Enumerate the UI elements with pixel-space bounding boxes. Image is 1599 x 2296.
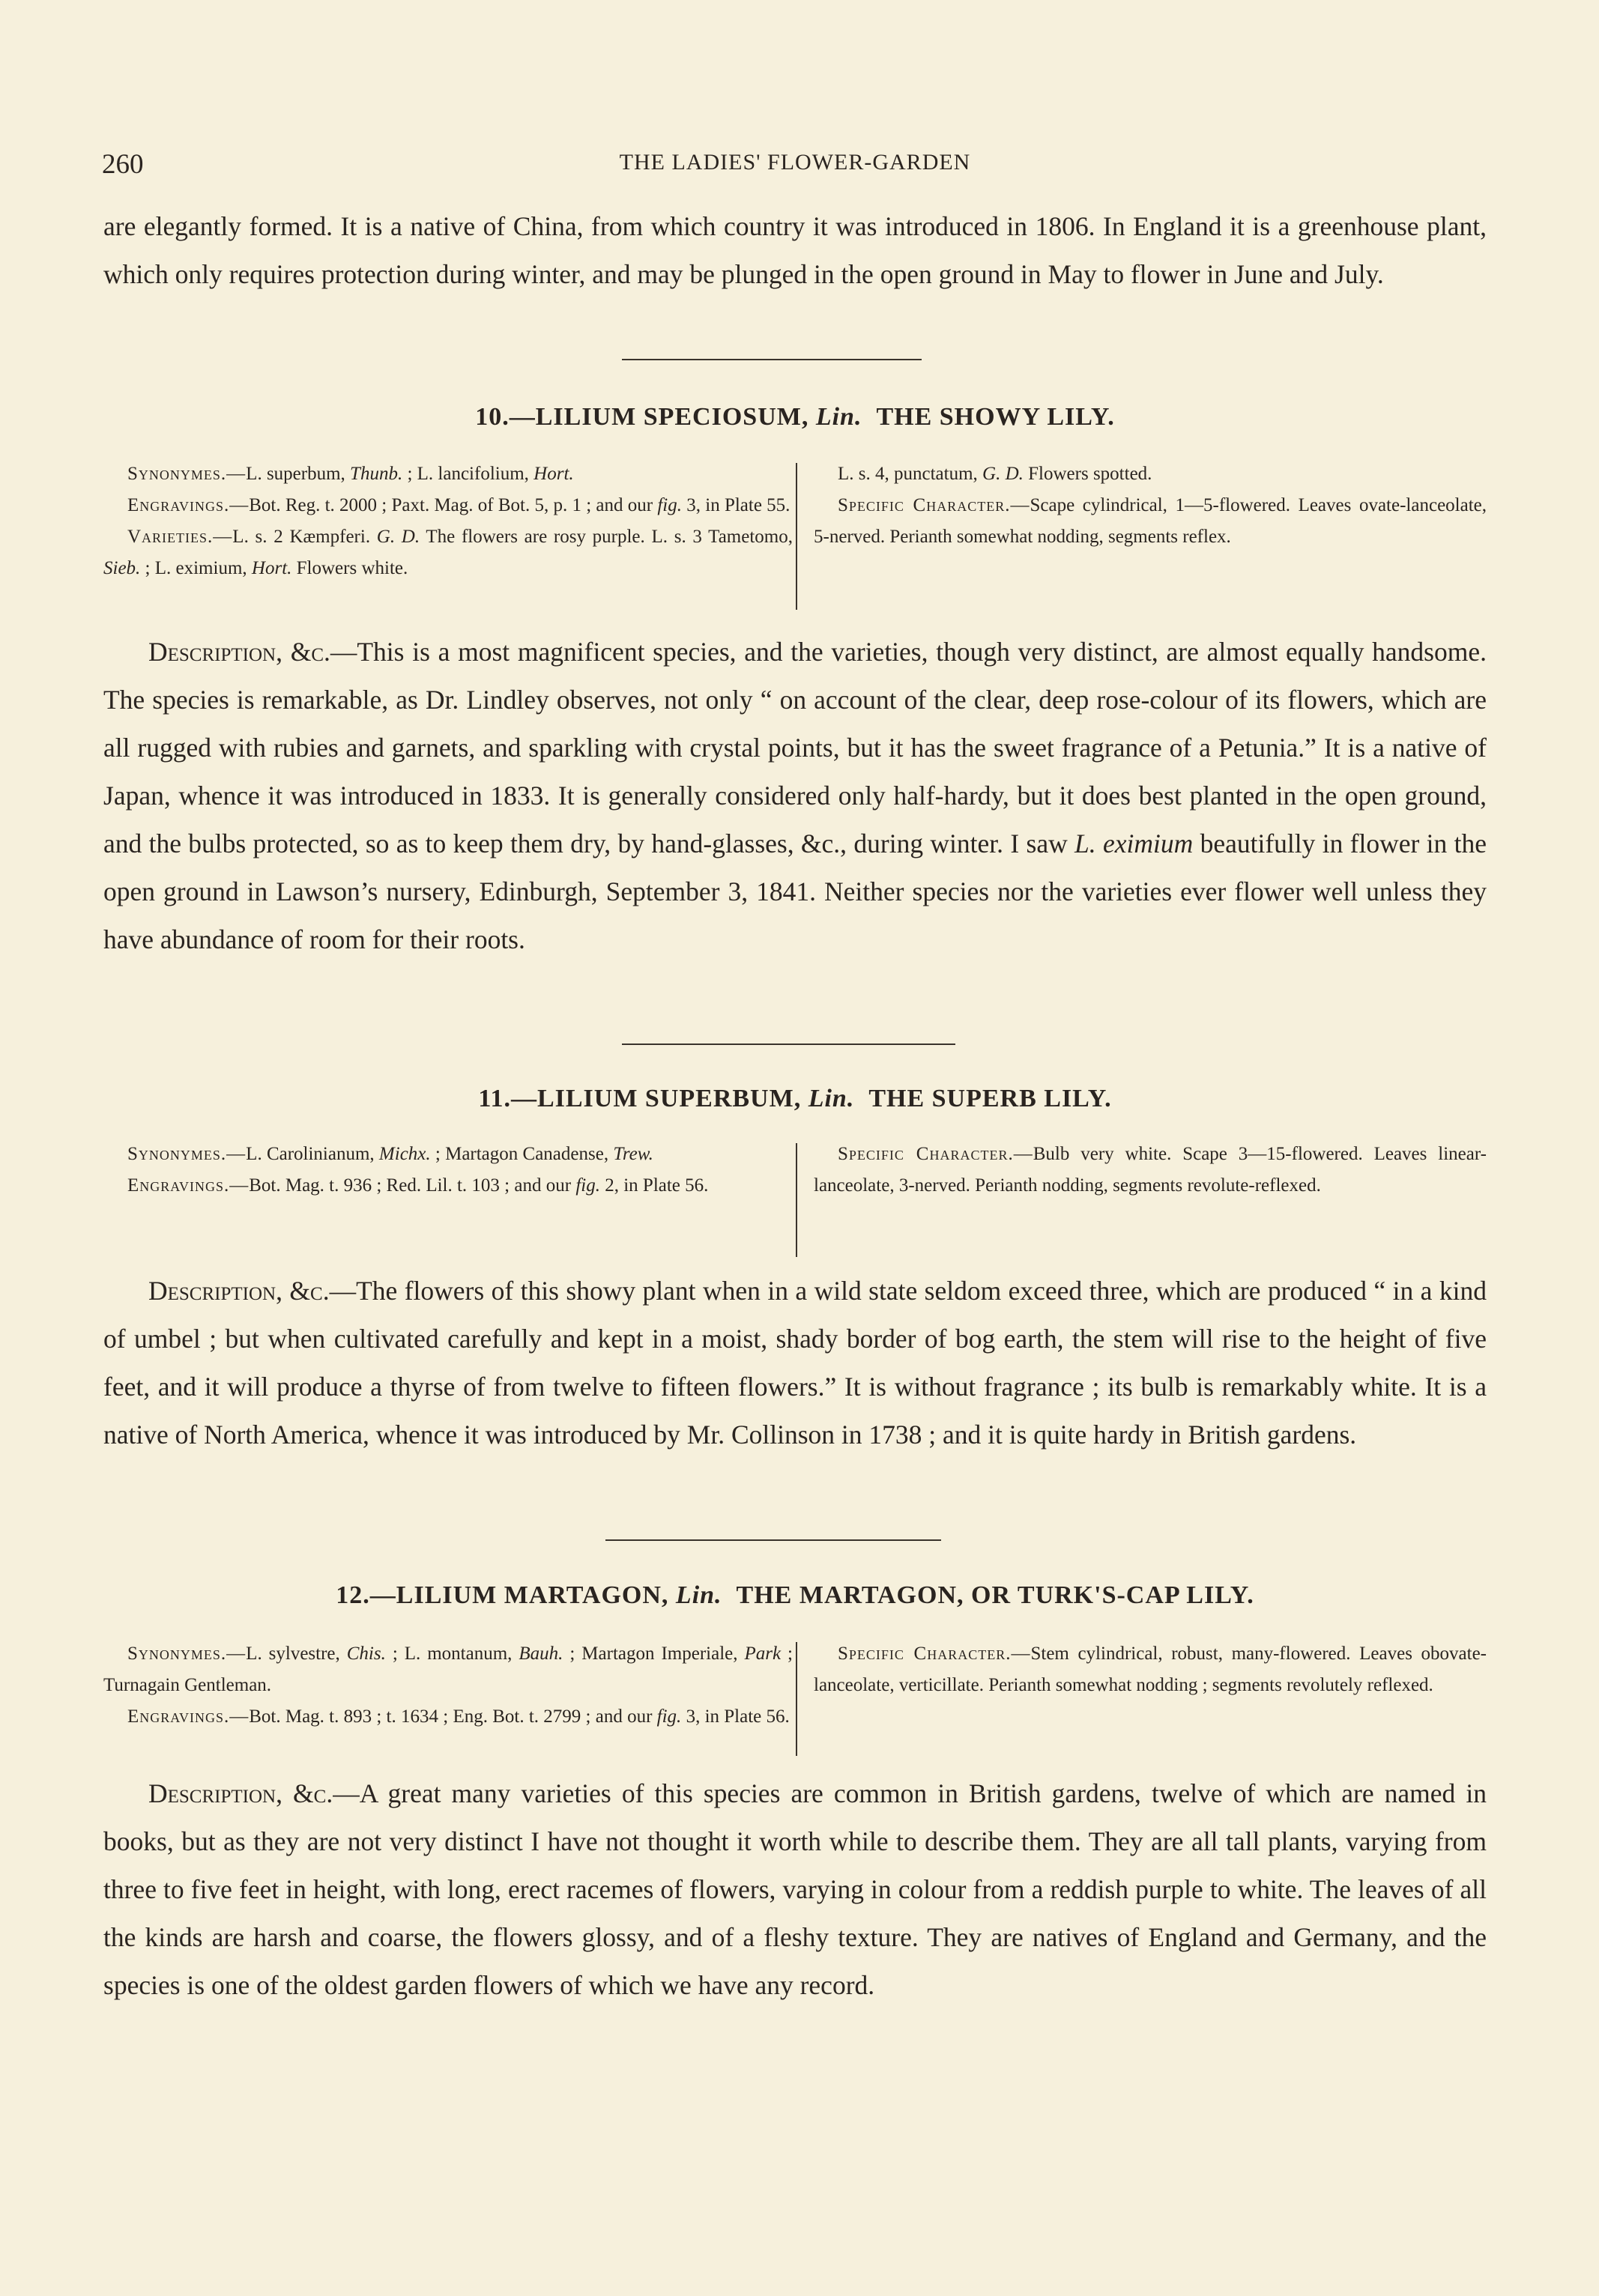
description-paragraph-10: Description, &c.—This is a most magnificent species, and the varieties, though very distinct, are almost equally handsome. The species is remarkable, as Dr. Lindley observes, not only “ on account of the clear, deep rose-colour of its flowers, which are all rugged with rubies and garnets, and sparkling with crystal points, but it has the sweet fragrance of a Petunia.” It is a native of Japan, whence it was introduced in 1833. It is generally considered only half-hardy, but it does best planted in the open ground, and the bulbs protected, so as to keep them dry, by hand-glasses, &c., during winter. I saw L. eximium beautifully in flower in the open ground in Lawson’s nursery, Edinburgh, September 3, 1841. Neither species nor the varieties ever flower well unless they have abundance of room for their roots. — [103, 637, 1487, 954]
specific-character-block-12 — [814, 1638, 1487, 1701]
engravings-entry: Engravings.—Bot. Mag. t. 893 ; t. 1634 ; Eng. Bot. t. 2799 ; and our fig. 3, in Plate 56. — [127, 1706, 790, 1727]
column-divider — [796, 1143, 797, 1257]
variety-entry: L. s. 4, punctatum, G. D. Flowers spotted. — [838, 464, 1152, 484]
page-header — [102, 148, 1488, 186]
section-divider — [605, 1539, 941, 1541]
column-divider — [796, 1642, 797, 1756]
specific-character-block-10 — [814, 458, 1487, 553]
intro-paragraph: are elegantly formed. It is a native of China, from which country it was introduced in 1806. In England it is a greenhouse plant, which only requires protection during winter, and may be plunged in the open ground in May to flower in June and July. — [103, 211, 1487, 289]
specific-character-entry: Specific Character.—Scape cylindrical, 1—5-flowered. Leaves ovate-lanceolate, 5-nerved. Perianth somewhat nodding, segments reflex. — [814, 495, 1487, 547]
varieties-entry: Varieties.—L. s. 2 Kæmpferi. G. D. The flowers are rosy purple. L. s. 3 Tametomo, Sieb. ; L. eximium, Hort. Flowers white. — [103, 527, 793, 578]
synonymes-entry: Synonymes.—L. sylvestre, Chis. ; L. montanum, Bauh. ; Martagon Imperiale, Park ; Turnagain Gentleman. — [103, 1644, 793, 1695]
specific-character-entry: Specific Character.—Stem cylindrical, robust, many-flowered. Leaves obovate-lanceolate, verticillate. Perianth somewhat nodding ; segments revolutely reflexed. — [814, 1644, 1487, 1695]
engravings-entry: Engravings.—Bot. Reg. t. 2000 ; Paxt. Mag. of Bot. 5, p. 1 ; and our fig. 3, in Plate 55. — [127, 495, 791, 515]
species-heading-11: 11.—LILIUM SUPERBUM, Lin. THE SUPERB LILY. — [478, 1085, 1112, 1112]
description-paragraph-11: Description, &c.—The flowers of this showy plant when in a wild state seldom exceed three, which are produced “ in a kind of umbel ; but when cultivated carefully and kept in a moist, shady border of bog earth, the stem will rise to the height of five feet, and it will produce a thyrse of from twelve to fifteen flowers.” It is without fragrance ; its bulb is remarkably white. It is a native of North America, whence it was introduced by Mr. Collinson in 1738 ; and it is quite hardy in British gardens. — [103, 1276, 1487, 1450]
species-heading-12: 12.—LILIUM MARTAGON, Lin. THE MARTAGON, OR TURK'S-CAP LILY. — [336, 1581, 1254, 1609]
page-number: 260 — [102, 149, 144, 180]
specific-character-block-11 — [814, 1139, 1487, 1202]
synonymes-block-11 — [103, 1139, 793, 1202]
species-heading-10: 10.—LILIUM SPECIOSUM, Lin. THE SHOWY LILY. — [475, 403, 1115, 431]
running-title: THE LADIES' FLOWER-GARDEN — [619, 150, 971, 175]
specific-character-entry: Specific Character.—Bulb very white. Scape 3—15-flowered. Leaves linear-lanceolate, 3-nerved. Perianth nodding, segments revolute-reflexed. — [814, 1144, 1487, 1196]
synonymes-block-10 — [103, 458, 793, 584]
engravings-entry: Engravings.—Bot. Mag. t. 936 ; Red. Lil. t. 103 ; and our fig. 2, in Plate 56. — [127, 1175, 709, 1196]
synonymes-entry: Synonymes.—L. superbum, Thunb. ; L. lancifolium, Hort. — [127, 464, 574, 484]
section-divider — [622, 359, 922, 360]
description-paragraph-12: Description, &c.—A great many varieties of this species are common in British gardens, twelve of which are named in books, but as they are not very distinct I have not thought it worth while to describe them. They are all tall plants, varying from three to five feet in height, with long, erect racemes of flowers, varying in colour from a reddish purple to white. The leaves of all the kinds are harsh and coarse, the flowers glossy, and of a fleshy texture. They are natives of England and Germany, and the species is one of the oldest garden flowers of which we have any record. — [103, 1778, 1487, 2000]
synonymes-block-12 — [103, 1638, 793, 1733]
synonymes-entry: Synonymes.—L. Carolinianum, Michx. ; Martagon Canadense, Trew. — [127, 1144, 653, 1164]
section-divider — [622, 1044, 955, 1045]
column-divider — [796, 463, 797, 610]
